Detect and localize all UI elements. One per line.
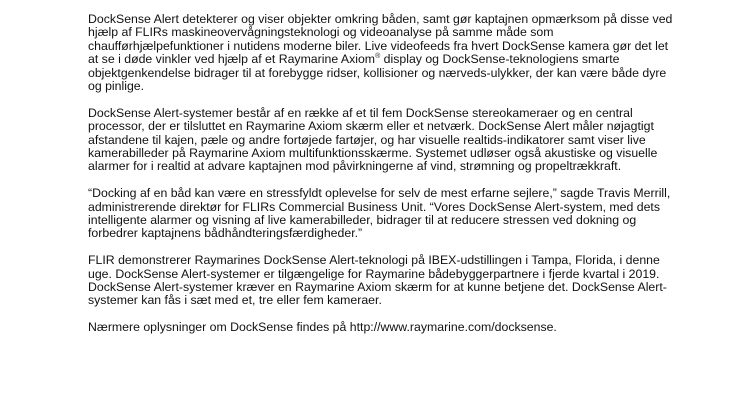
document-body — [88, 13, 678, 348]
paragraph-intro — [88, 13, 678, 93]
paragraph-more-info: Nærmere oplysninger om DockSense findes på http://www.raymarine.com/docksense. — [88, 320, 557, 335]
paragraph-quote: “Docking af en båd kan være en stressfyldt oplevelse for selv de mest erfarne sejlere,” sagde Travis Merrill, administrerende direktør for FLIRs Commercial Business Unit. “Vores DockSense Alert-system, med dets intelligente alarmer og visning af live kamerabilleder, bidrager til at reducere stressen ved dokning og forbedrer kaptajnens bådhåndteringsfærdigheder.” — [88, 186, 671, 241]
paragraph-intro-text-end: display og DockSense-teknologiens smarte objektgenkendelse bidrager til at forebygge ridser, kollisioner og nærveds-ulykker, der kan være både dyre og pinlige. — [88, 52, 667, 94]
paragraph-availability: FLIR demonstrerer Raymarines DockSense Alert-teknologi på IBEX-udstillingen i Tampa, Florida, i denne uge. DockSense Alert-systemer er tilgængelige for Raymarine bådebyggerpartnere i fjerde kvartal i 2019. DockSense Alert-systemer kræver en Raymarine Axiom skærm for at kunne betjene det. DockSense Alert-systemer kan fås i sæt med et, tre eller fem kameraer. — [88, 253, 667, 308]
paragraph-intro-text: DockSense Alert detekterer og viser objekter omkring båden, samt gør kaptajnen opmærksom på disse ved hjælp af FLIRs maskineovervågningsteknologi og videoanalyse på samme måde som chaufførhjælpefunktioner i nutidens moderne biler. Live videofeeds fra hvert DockSense kamera gør det let at se i døde vinkler ved hjælp af et Raymarine Axiom — [88, 12, 673, 67]
paragraph-system: DockSense Alert-systemer består af en række af et til fem DockSense stereokameraer og en central processor, der er tilsluttet en Raymarine Axiom skærm eller et netværk. DockSense Alert måler nøjagtigt afstandene til kajen, pæle og andre fortøjede fartøjer, og har visuelle realtids-indikatorer samt viser live kamerabilleder på Raymarine Axiom multifunktionsskærme. Systemet udløser også akustiske og visuelle alarmer for i realtid at advare kaptajnen mod påvirkningerne af vind, strømning og propeltrækkraft. — [88, 105, 658, 174]
registered-mark: ® — [375, 53, 381, 61]
